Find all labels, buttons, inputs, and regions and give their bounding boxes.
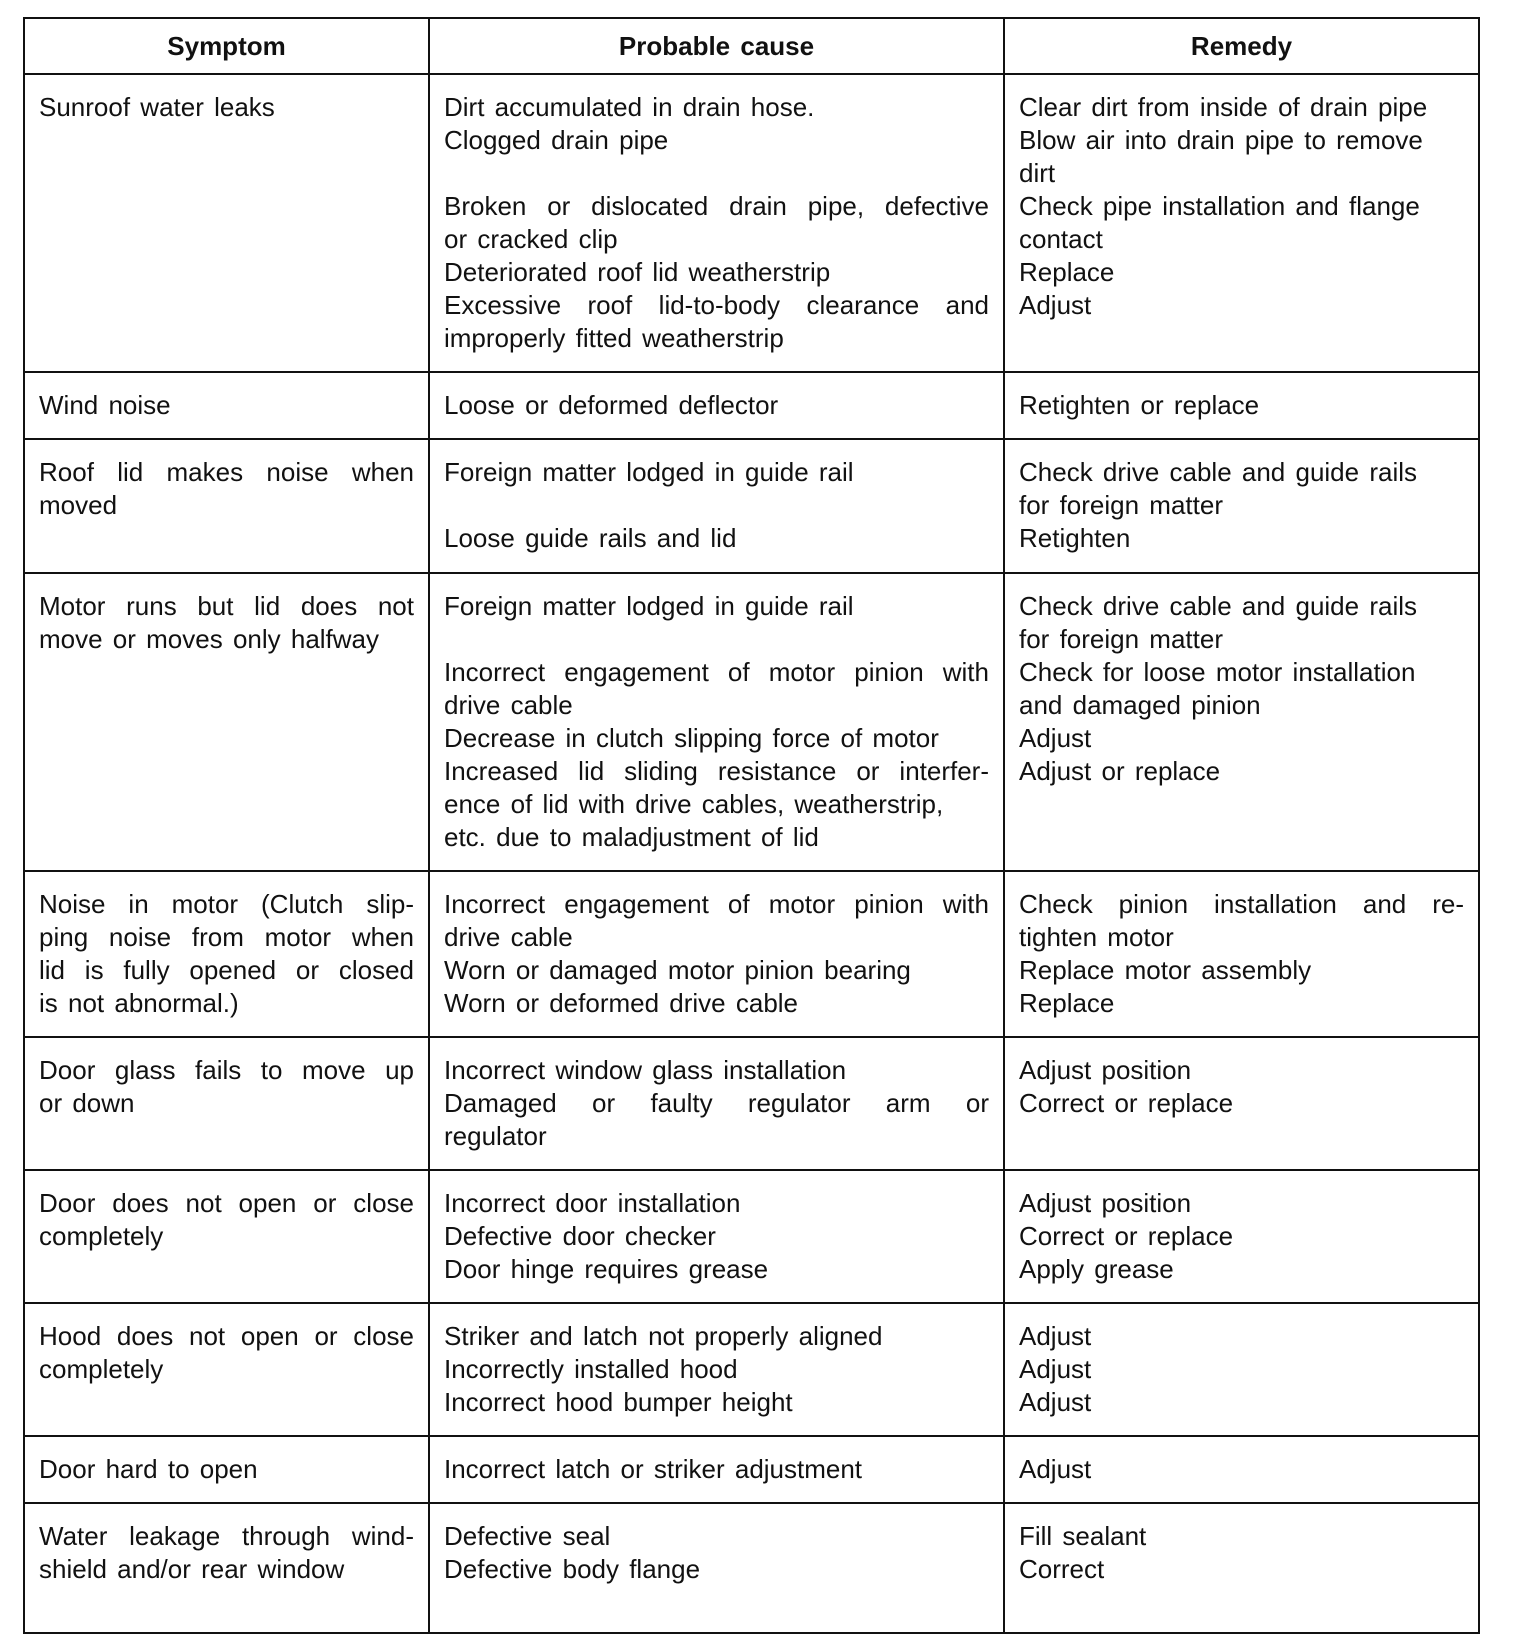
- cell-line: Check pipe installation and flange: [1019, 191, 1420, 221]
- cell-line: Incorrect door installation: [444, 1188, 741, 1218]
- cell-line: Fill sealant: [1019, 1521, 1147, 1551]
- remedy-cell: [1004, 1037, 1479, 1170]
- table-row: [24, 1436, 1479, 1503]
- cell-line: Adjust: [1019, 723, 1092, 753]
- remedy-cell: [1004, 871, 1479, 1037]
- cell-line: ping noise from motor when: [39, 922, 414, 952]
- symptom-cell: [24, 74, 429, 372]
- cell-line: completely: [39, 1354, 164, 1384]
- remedy-cell: [1004, 1303, 1479, 1436]
- cell-line: Sunroof water leaks: [39, 92, 275, 122]
- remedy-cell: [1004, 1170, 1479, 1303]
- cell-line: Door does not open or close: [39, 1188, 414, 1218]
- header-remedy: Remedy: [1004, 18, 1479, 74]
- cell-line: Door hinge requires grease: [444, 1254, 769, 1284]
- cell-line: Excessive roof lid-to-body clearance and: [444, 290, 989, 320]
- cell-line: regulator: [444, 1121, 547, 1151]
- symptom-cell: [24, 1503, 429, 1633]
- cell-line: move or moves only halfway: [39, 624, 380, 654]
- cell-line: dirt: [1019, 158, 1056, 188]
- cell-line: Adjust: [1019, 1454, 1092, 1484]
- remedy-cell: [1004, 1503, 1479, 1633]
- line-spacer: [444, 623, 989, 656]
- cell-line: Replace: [1019, 257, 1115, 287]
- symptom-cell: [24, 1436, 429, 1503]
- symptom-cell: [24, 871, 429, 1037]
- cell-line: contact: [1019, 224, 1103, 254]
- cell-line: Retighten: [1019, 523, 1131, 553]
- probable-cause-cell: [429, 1170, 1004, 1303]
- remedy-cell: [1004, 573, 1479, 871]
- remedy-cell: [1004, 439, 1479, 573]
- cell-line: Check pinion installation and re-: [1019, 889, 1464, 919]
- table-body: [24, 74, 1479, 1633]
- cell-line: for foreign matter: [1019, 624, 1223, 654]
- probable-cause-cell: [429, 871, 1004, 1037]
- remedy-cell: [1004, 1436, 1479, 1503]
- cell-line: Replace motor assembly: [1019, 955, 1312, 985]
- probable-cause-cell: [429, 573, 1004, 871]
- cell-line: Defective body flange: [444, 1554, 701, 1584]
- cell-line: Foreign matter lodged in guide rail: [444, 457, 854, 487]
- cell-line: Increased lid sliding resistance or interfer-: [444, 756, 989, 786]
- symptom-cell: [24, 439, 429, 573]
- cell-line: or down: [39, 1088, 135, 1118]
- table-row: [24, 372, 1479, 439]
- remedy-cell: [1004, 74, 1479, 372]
- cell-line: ence of lid with drive cables, weatherstrip,: [444, 789, 944, 819]
- table-row: [24, 1037, 1479, 1170]
- cell-line: improperly fitted weatherstrip: [444, 323, 784, 353]
- cell-line: Decrease in clutch slipping force of motor: [444, 723, 939, 753]
- table-row: [24, 1503, 1479, 1633]
- cell-line: Incorrect engagement of motor pinion with: [444, 889, 989, 919]
- symptom-cell: [24, 1303, 429, 1436]
- cell-line: Adjust: [1019, 1387, 1092, 1417]
- cell-line: Retighten or replace: [1019, 390, 1260, 420]
- cell-line: Incorrect latch or striker adjustment: [444, 1454, 863, 1484]
- cell-line: moved: [39, 490, 118, 520]
- cell-line: for foreign matter: [1019, 490, 1223, 520]
- cell-line: Foreign matter lodged in guide rail: [444, 591, 854, 621]
- cell-line: Motor runs but lid does not: [39, 591, 414, 621]
- cell-line: Replace: [1019, 988, 1115, 1018]
- probable-cause-cell: [429, 1303, 1004, 1436]
- line-spacer: [444, 157, 989, 190]
- cell-line: lid is fully opened or closed: [39, 955, 414, 985]
- cell-line: Defective seal: [444, 1521, 611, 1551]
- cell-line: Loose or deformed deflector: [444, 390, 779, 420]
- cell-line: drive cable: [444, 922, 573, 952]
- symptom-cell: [24, 372, 429, 439]
- cell-line: Worn or deformed drive cable: [444, 988, 799, 1018]
- cell-line: Adjust: [1019, 1321, 1092, 1351]
- table-row: [24, 439, 1479, 573]
- header-symptom: Symptom: [24, 18, 429, 74]
- cell-line: tighten motor: [1019, 922, 1174, 952]
- cell-line: Hood does not open or close: [39, 1321, 414, 1351]
- cell-line: Apply grease: [1019, 1254, 1174, 1284]
- remedy-cell: [1004, 372, 1479, 439]
- cell-line: Damaged or faulty regulator arm or: [444, 1088, 989, 1118]
- cell-line: or cracked clip: [444, 224, 618, 254]
- cell-line: Roof lid makes noise when: [39, 457, 414, 487]
- cell-line: Deteriorated roof lid weatherstrip: [444, 257, 831, 287]
- cell-line: Blow air into drain pipe to remove: [1019, 125, 1423, 155]
- table-row: [24, 1303, 1479, 1436]
- cell-line: Adjust or replace: [1019, 756, 1221, 786]
- probable-cause-cell: [429, 74, 1004, 372]
- table-row: [24, 573, 1479, 871]
- probable-cause-cell: [429, 372, 1004, 439]
- cell-line: Adjust position: [1019, 1188, 1192, 1218]
- cell-line: shield and/or rear window: [39, 1554, 345, 1584]
- table-row: [24, 1170, 1479, 1303]
- cell-line: Correct: [1019, 1554, 1105, 1584]
- cell-line: Worn or damaged motor pinion bearing: [444, 955, 911, 985]
- cell-line: Check drive cable and guide rails: [1019, 591, 1417, 621]
- cell-line: and damaged pinion: [1019, 690, 1261, 720]
- cell-line: Striker and latch not properly aligned: [444, 1321, 883, 1351]
- cell-line: Incorrect window glass installation: [444, 1055, 847, 1085]
- cell-line: etc. due to maladjustment of lid: [444, 822, 819, 852]
- header-row: [24, 18, 1479, 74]
- cell-line: Incorrectly installed hood: [444, 1354, 738, 1384]
- cell-line: Clogged drain pipe: [444, 125, 669, 155]
- cell-line: Adjust: [1019, 1354, 1092, 1384]
- symptom-cell: [24, 573, 429, 871]
- cell-line: Correct or replace: [1019, 1221, 1234, 1251]
- probable-cause-cell: [429, 1503, 1004, 1633]
- cell-line: Broken or dislocated drain pipe, defective: [444, 191, 989, 221]
- cell-line: drive cable: [444, 690, 573, 720]
- probable-cause-cell: [429, 439, 1004, 573]
- cell-line: Incorrect hood bumper height: [444, 1387, 793, 1417]
- cell-line: Defective door checker: [444, 1221, 716, 1251]
- cell-line: is not abnormal.): [39, 988, 239, 1018]
- cell-line: Clear dirt from inside of drain pipe: [1019, 92, 1428, 122]
- cell-line: Wind noise: [39, 390, 171, 420]
- probable-cause-cell: [429, 1436, 1004, 1503]
- cell-line: Door glass fails to move up: [39, 1055, 414, 1085]
- table-row: [24, 74, 1479, 372]
- line-spacer: [444, 489, 989, 522]
- cell-line: Dirt accumulated in drain hose.: [444, 92, 815, 122]
- symptom-cell: [24, 1170, 429, 1303]
- cell-line: Correct or replace: [1019, 1088, 1234, 1118]
- cell-line: Incorrect engagement of motor pinion with: [444, 657, 989, 687]
- cell-line: Water leakage through wind-: [39, 1521, 414, 1551]
- troubleshooting-table: [23, 17, 1480, 1634]
- cell-line: Noise in motor (Clutch slip-: [39, 889, 414, 919]
- cell-line: Adjust position: [1019, 1055, 1192, 1085]
- symptom-cell: [24, 1037, 429, 1170]
- header-probable-cause: Probable cause: [429, 18, 1004, 74]
- cell-line: Adjust: [1019, 290, 1092, 320]
- cell-line: Door hard to open: [39, 1454, 258, 1484]
- table-row: [24, 871, 1479, 1037]
- probable-cause-cell: [429, 1037, 1004, 1170]
- cell-line: Loose guide rails and lid: [444, 523, 737, 553]
- cell-line: Check for loose motor installation: [1019, 657, 1416, 687]
- cell-line: Check drive cable and guide rails: [1019, 457, 1417, 487]
- cell-line: completely: [39, 1221, 164, 1251]
